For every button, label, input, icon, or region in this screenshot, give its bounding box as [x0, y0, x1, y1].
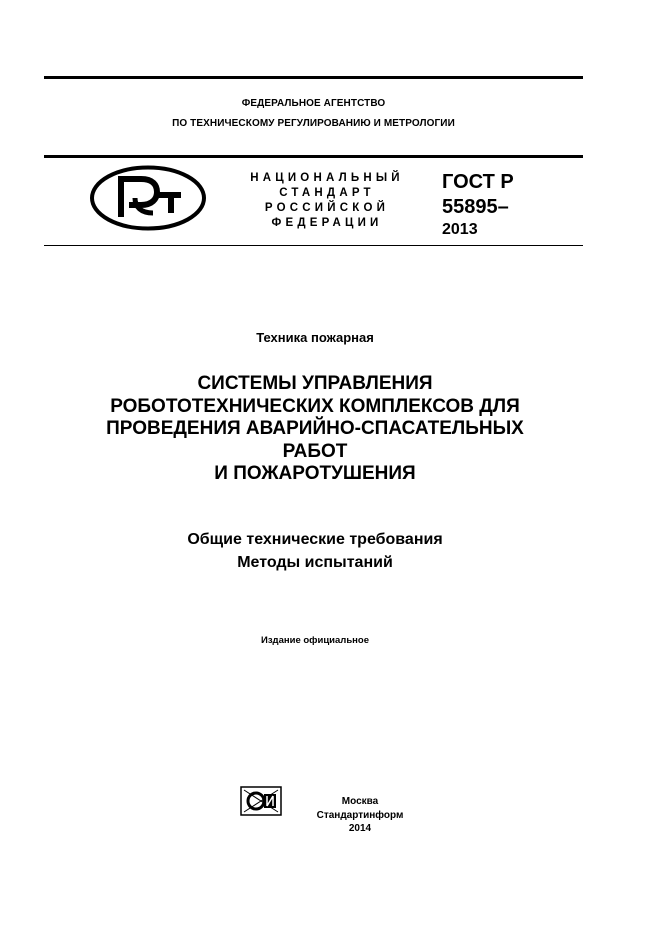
category-label: Техника пожарная — [256, 330, 374, 345]
national-standard-label — [232, 171, 422, 231]
agency-line-2: ПО ТЕХНИЧЕСКОМУ РЕГУЛИРОВАНИЮ И МЕТРОЛОГИИ — [172, 118, 455, 129]
gost-number: 55895– — [442, 196, 509, 218]
publisher-block — [305, 795, 415, 836]
national-standard-line: РОССИЙСКОЙ — [264, 202, 390, 214]
publisher-name: Стандартинформ — [316, 809, 404, 821]
title-line: СИСТЕМЫ УПРАВЛЕНИЯ — [197, 373, 433, 394]
rst-mark-icon — [89, 165, 207, 231]
gost-prefix: ГОСТ Р — [442, 171, 514, 193]
middle-rule — [44, 155, 583, 158]
title-line: РОБОТОТЕХНИЧЕСКИХ КОМПЛЕКСОВ ДЛЯ — [110, 395, 520, 417]
document-subtitle — [0, 528, 630, 574]
top-rule — [44, 76, 583, 79]
standartinform-logo-icon — [240, 786, 282, 816]
title-line: И ПОЖАРОТУШЕНИЯ — [214, 463, 416, 484]
subtitle-line: Общие технические требования — [187, 531, 443, 548]
national-standard-line: СТАНДАРТ — [279, 187, 375, 199]
thin-rule — [44, 245, 583, 246]
national-standard-line: НАЦИОНАЛЬНЫЙ — [250, 172, 404, 184]
publisher-year: 2014 — [348, 823, 372, 834]
subtitle-line: Методы испытаний — [237, 554, 393, 571]
agency-line-1: ФЕДЕРАЛЬНОЕ АГЕНТСТВО — [241, 98, 386, 109]
edition-label: Издание официальное — [261, 635, 369, 646]
gost-designation — [442, 172, 514, 238]
title-line: РАБОТ — [282, 440, 348, 462]
national-standard-line: ФЕДЕРАЦИИ — [271, 217, 383, 229]
title-line: ПРОВЕДЕНИЯ АВАРИЙНО-СПАСАТЕЛЬНЫХ — [106, 418, 524, 439]
publisher-city: Москва — [341, 796, 379, 807]
document-title — [0, 373, 630, 486]
gost-year: 2013 — [442, 221, 478, 238]
